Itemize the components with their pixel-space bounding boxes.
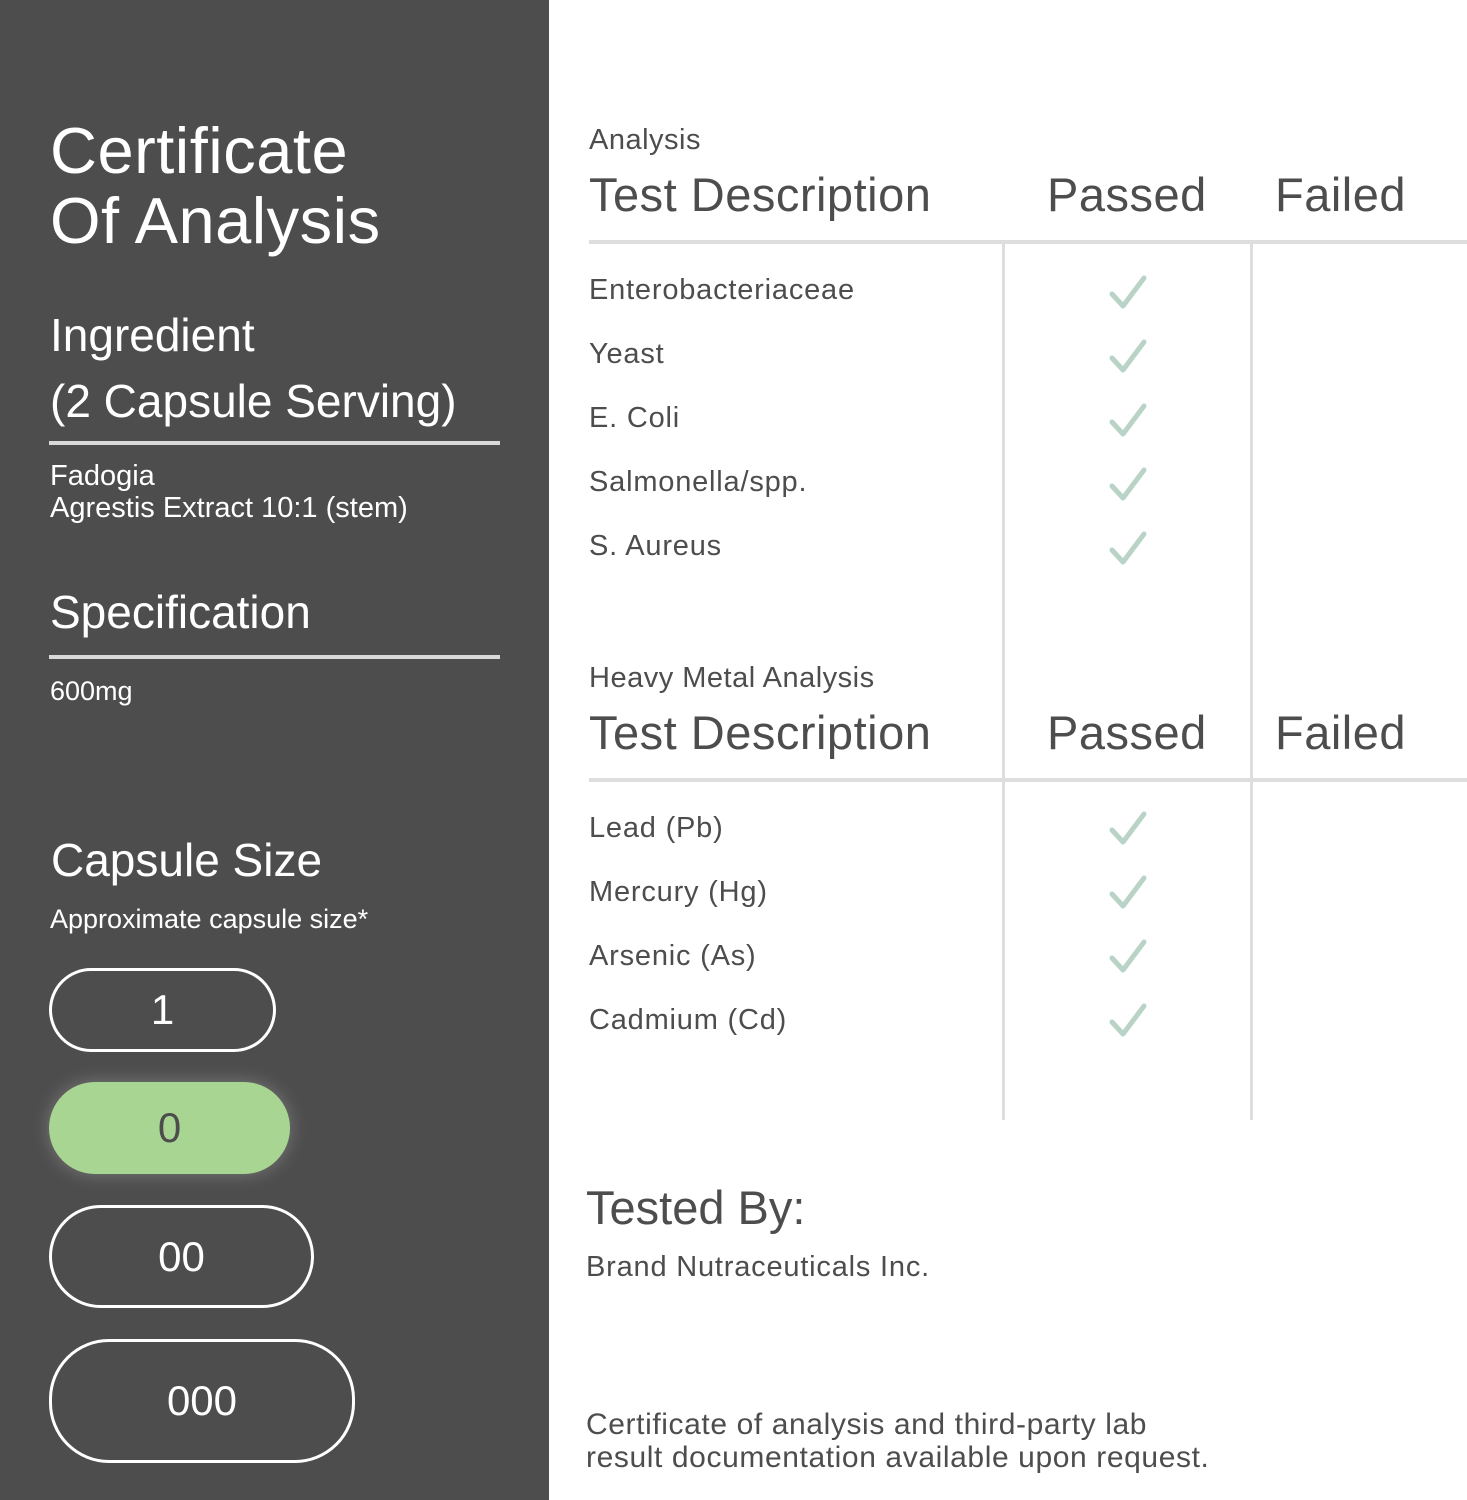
footnote-line-1: Certificate of analysis and third-party lab — [586, 1408, 1148, 1441]
heavy-metal-header-divider — [589, 778, 1467, 782]
specification-heading: Specification — [50, 586, 311, 638]
heavy-metal-col-description: Test Description — [589, 706, 932, 759]
capsule-size-heading: Capsule Size — [51, 834, 323, 886]
check-icon — [1108, 809, 1148, 849]
analysis-section-label: Analysis — [589, 124, 701, 156]
heavy-metal-col-failed: Failed — [1275, 706, 1407, 759]
heavy-metal-row-label: Arsenic (As) — [589, 940, 757, 972]
page-title — [50, 116, 381, 256]
ingredient-heading-line-1: Ingredient — [50, 309, 255, 361]
capsule-size-subheading: Approximate capsule size* — [50, 904, 369, 934]
heavy-metal-row-label: Lead (Pb) — [589, 812, 724, 844]
heavy-metal-row-label: Cadmium (Cd) — [589, 1004, 788, 1036]
analysis-row-label: Salmonella/spp. — [589, 466, 808, 498]
analysis-column-divider-1 — [1002, 244, 1005, 620]
title-line-1: Certificate — [50, 114, 349, 187]
heavy-metal-column-divider-2 — [1250, 650, 1253, 1120]
analysis-row-label: E. Coli — [589, 402, 681, 434]
left-panel — [0, 0, 549, 1500]
capsule-size-00: 00 — [49, 1205, 314, 1308]
analysis-col-passed: Passed — [1047, 168, 1207, 221]
analysis-column-divider-1-ext — [1002, 620, 1005, 650]
heavy-metal-col-passed: Passed — [1047, 706, 1207, 759]
footnote — [586, 1408, 1209, 1474]
analysis-row-label: Enterobacteriaceae — [589, 274, 855, 306]
check-icon — [1108, 401, 1148, 441]
check-icon — [1108, 937, 1148, 977]
capsule-size-1: 1 — [49, 968, 276, 1052]
check-icon — [1108, 465, 1148, 505]
check-icon — [1108, 529, 1148, 569]
footnote-line-2: result documentation available upon request. — [586, 1441, 1210, 1474]
title-line-2: Of Analysis — [50, 184, 381, 257]
ingredient-value-line-2: Agrestis Extract 10:1 (stem) — [50, 492, 408, 524]
analysis-col-description: Test Description — [589, 168, 932, 221]
heavy-metal-column-divider-1 — [1002, 650, 1005, 1120]
analysis-column-divider-2 — [1250, 244, 1253, 620]
check-icon — [1108, 1001, 1148, 1041]
check-icon — [1108, 273, 1148, 313]
ingredient-heading-line-2: (2 Capsule Serving) — [50, 375, 457, 427]
analysis-header-divider — [589, 240, 1467, 244]
specification-divider — [49, 655, 500, 659]
ingredient-value — [50, 460, 408, 524]
analysis-col-failed: Failed — [1275, 168, 1407, 221]
check-icon — [1108, 337, 1148, 377]
check-icon — [1108, 873, 1148, 913]
capsule-size-000: 000 — [49, 1339, 355, 1463]
ingredient-value-line-1: Fadogia — [50, 460, 155, 492]
analysis-row-label: Yeast — [589, 338, 665, 370]
analysis-row-label: S. Aureus — [589, 530, 722, 562]
tested-by-value: Brand Nutraceuticals Inc. — [586, 1251, 930, 1283]
tested-by-heading: Tested By: — [586, 1181, 806, 1234]
ingredient-heading — [50, 302, 457, 434]
specification-value: 600mg — [50, 676, 133, 706]
heavy-metal-row-label: Mercury (Hg) — [589, 876, 768, 908]
ingredient-divider — [49, 441, 500, 445]
heavy-metal-section-label: Heavy Metal Analysis — [589, 662, 875, 694]
capsule-size-0-selected: 0 — [49, 1082, 290, 1174]
analysis-column-divider-2-ext — [1250, 620, 1253, 650]
